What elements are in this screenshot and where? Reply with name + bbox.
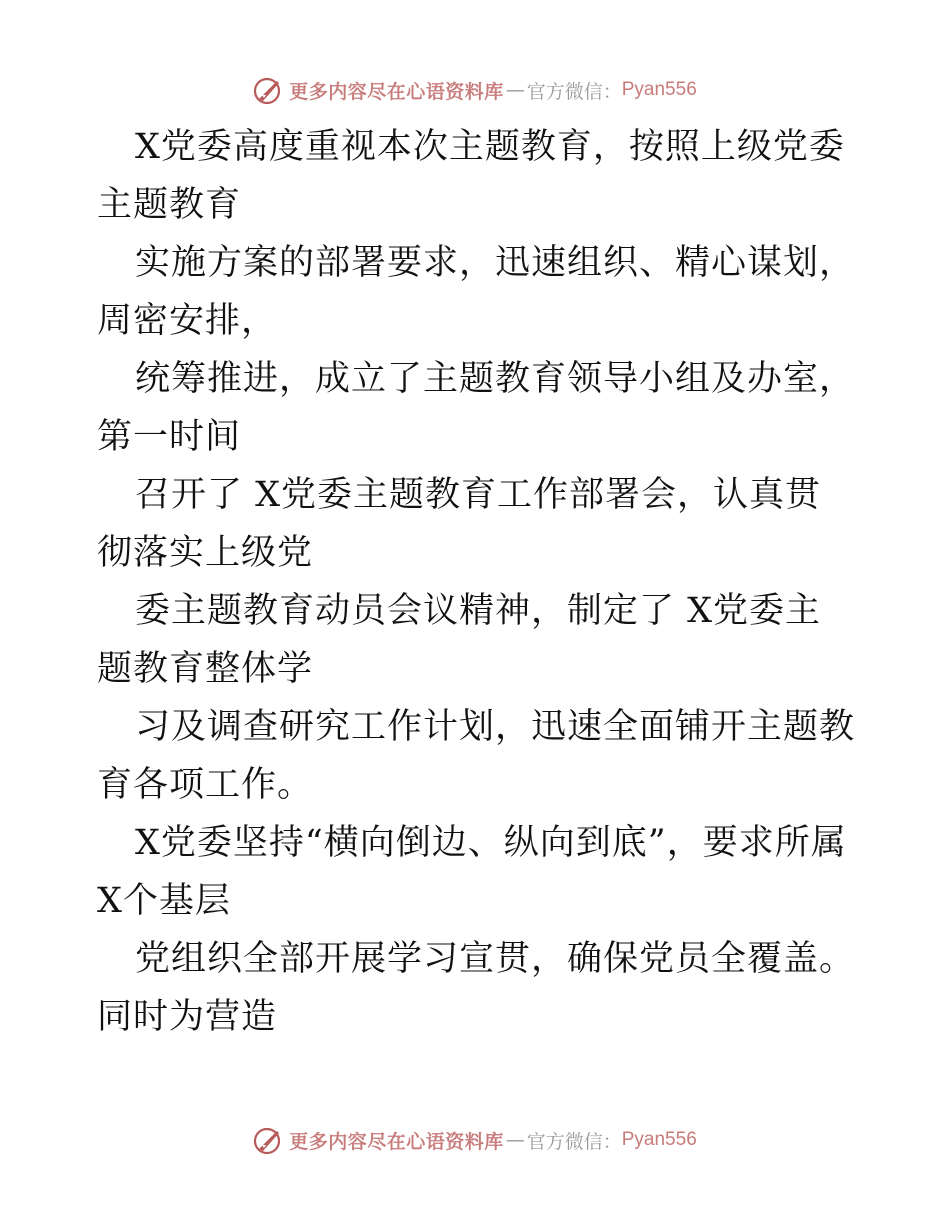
watermark-wechat-id: Pyan556 <box>621 79 697 100</box>
paragraph: 召开了 X党委主题教育工作部署会，认真贯彻落实上级党 <box>97 475 822 573</box>
watermark-wechat-label: 官方微信： <box>526 80 622 103</box>
paragraph: 党组织全部开展学习宣贯，确保党员全覆盖。同时为营造 <box>97 939 856 1037</box>
watermark-dash: — <box>505 79 525 101</box>
paragraph: 实施方案的部署要求，迅速组织、精心谋划，周密安排， <box>97 243 856 341</box>
document-body <box>97 118 857 1046</box>
paragraph: 统筹推进，成立了主题教育领导小组及办室，第一时间 <box>97 359 856 457</box>
watermark-wechat-label: 官方微信： <box>526 1130 622 1153</box>
header-watermark <box>0 70 950 110</box>
footer-watermark <box>0 1120 950 1160</box>
watermark-wechat-id: Pyan556 <box>621 1129 697 1150</box>
paragraph: 习及调查研究工作计划，迅速全面铺开主题教育各项工作。 <box>97 707 856 805</box>
watermark-dash: — <box>505 1129 525 1151</box>
quill-pen-logo-icon <box>253 1125 283 1155</box>
watermark-site-text: 更多内容尽在心语资料库 <box>289 80 504 103</box>
paragraph: X党委坚持“横向倒边、纵向到底”，要求所属 X个基层 <box>97 823 847 921</box>
paragraph: X党委高度重视本次主题教育，按照上级党委主题教育 <box>97 127 845 225</box>
watermark-site-text: 更多内容尽在心语资料库 <box>289 1130 504 1153</box>
quill-pen-logo-icon <box>253 75 283 105</box>
paragraph: 委主题教育动员会议精神，制定了 X党委主题教育整体学 <box>97 591 822 689</box>
